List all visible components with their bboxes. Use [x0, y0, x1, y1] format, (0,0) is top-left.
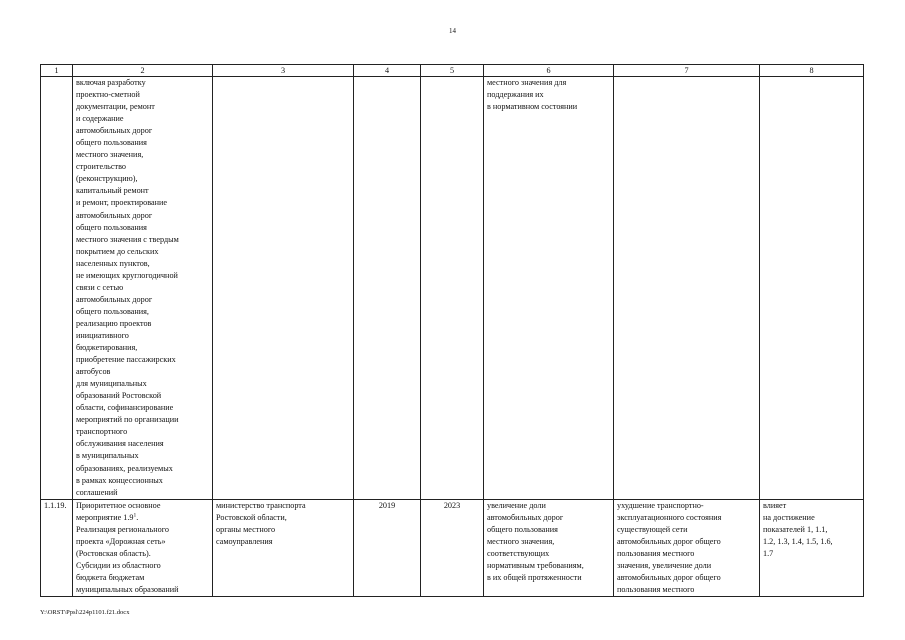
- continued-description-line: местного значения,: [76, 150, 144, 160]
- item-consequence-line: ухудшение транспортно-: [617, 500, 704, 510]
- column-number: 1: [41, 65, 73, 77]
- page-number: 14: [449, 27, 456, 35]
- item-consequence-line: эксплуатационного состояния: [617, 512, 722, 522]
- continued-description-line: образованиях, реализуемых: [76, 463, 173, 473]
- continued-description-line: проектно-сметной: [76, 90, 140, 100]
- item-result-line: нормативным требованиям,: [487, 560, 584, 570]
- footnote-mark: 1: [133, 511, 137, 518]
- item-consequence-line: автомобильных дорог общего: [617, 572, 721, 582]
- item-executor-line: самоуправления: [216, 536, 273, 546]
- continued-description-line: общего пользования,: [76, 306, 149, 316]
- item-consequence-line: автомобильных дорог общего: [617, 536, 721, 546]
- item-consequence-line: пользования местного: [617, 584, 695, 594]
- continued-result-cell: [484, 77, 614, 500]
- item-result-line: соответствующих: [487, 548, 550, 558]
- continued-description-line: строительство: [76, 162, 127, 172]
- item-consequence-line: пользования местного: [617, 548, 695, 558]
- continued-description-line: (реконструкцию),: [76, 174, 138, 184]
- continued-description-line: капитальный ремонт: [76, 186, 149, 196]
- item-description-cell: [73, 499, 213, 596]
- item-description-line: Субсидии из областного: [76, 560, 161, 570]
- item-executor-line: органы местного: [216, 524, 276, 534]
- continued-description-line: бюджетирования,: [76, 343, 138, 353]
- start-year: 2019: [378, 500, 396, 510]
- continued-description-line: соглашений: [76, 487, 118, 497]
- continued-description-line: общего пользования: [76, 138, 147, 148]
- continued-result-line: поддержания их: [487, 90, 544, 100]
- continued-description-line: включая разработку: [76, 78, 146, 87]
- item-number-cell: [41, 499, 73, 596]
- continued-description-line: в рамках концессионных: [76, 475, 163, 485]
- column-number: 5: [421, 65, 484, 77]
- continued-description-line: транспортного: [76, 427, 128, 437]
- item-measure-end: .: [136, 512, 139, 522]
- continued-description-line: автомобильных дорог: [76, 210, 153, 220]
- continued-executor-cell: [213, 77, 354, 500]
- item-description-line: Реализация регионального: [76, 524, 169, 534]
- item-start-year-cell: [354, 499, 421, 596]
- continued-start-cell: [354, 77, 421, 500]
- item-description-line: муниципальных образований: [76, 584, 179, 594]
- continued-description-line: автомобильных дорог: [76, 294, 153, 304]
- continued-description-line: документации, ремонт: [76, 102, 155, 112]
- item-indicator-cell: [760, 499, 864, 596]
- continued-indicator-cell: [760, 77, 864, 500]
- footer-file-path: Y:\ORST\Ppsl\224p1101.f21.docx: [40, 609, 130, 616]
- continued-description-line: приобретение пассажирских: [76, 355, 176, 365]
- item-indicator-line: на достижение: [763, 512, 815, 522]
- continued-description-line: для муниципальных: [76, 379, 147, 389]
- item-result-line: местного значения,: [487, 536, 555, 546]
- item-executor-line: Ростовской области,: [216, 512, 287, 522]
- continued-description-line: в муниципальных: [76, 451, 139, 461]
- continued-description-line: покрытием до сельских: [76, 246, 159, 256]
- item-indicator-line: влияет: [763, 500, 787, 510]
- column-number: 4: [354, 65, 421, 77]
- continued-description-line: автобусов: [76, 367, 111, 377]
- item-result-cell: [484, 499, 614, 596]
- continued-description-line: обслуживания населения: [76, 439, 164, 449]
- item-consequence-line: существующей сети: [617, 524, 688, 534]
- item-row: [41, 499, 864, 596]
- item-description-line: [76, 512, 212, 524]
- continued-description-line: мероприятий по организации: [76, 415, 179, 425]
- program-table: [40, 64, 864, 597]
- end-year: 2023: [443, 500, 461, 510]
- item-indicator-line: показателей 1, 1.1,: [763, 524, 828, 534]
- item-number: 1.1.19.: [44, 500, 67, 510]
- continued-description-line: инициативного: [76, 330, 129, 340]
- item-executor-line: министерство транспорта: [216, 500, 306, 510]
- continued-description-line: области, софинансирование: [76, 403, 174, 413]
- item-indicator-line: 1.7: [763, 548, 774, 558]
- item-description-line: проекта «Дорожная сеть»: [76, 536, 166, 546]
- continued-number-cell: [41, 77, 73, 500]
- item-measure-label: мероприятие 1.9: [76, 512, 134, 522]
- item-end-year-cell: [421, 499, 484, 596]
- continued-description-line: общего пользования: [76, 222, 147, 232]
- column-number: 6: [484, 65, 614, 77]
- continued-row: [41, 77, 864, 500]
- item-executor-cell: [213, 499, 354, 596]
- continued-description-line: связи с сетью: [76, 282, 124, 292]
- continued-description-line: местного значения с твердым: [76, 234, 179, 244]
- item-consequence-line: значения, увеличение доли: [617, 560, 712, 570]
- continued-end-cell: [421, 77, 484, 500]
- continued-description-line: населенных пунктов,: [76, 258, 150, 268]
- item-description-line: Приоритетное основное: [76, 500, 161, 510]
- item-result-line: общего пользования: [487, 524, 558, 534]
- continued-description-line: и ремонт, проектирование: [76, 198, 167, 208]
- continued-description-line: реализацию проектов: [76, 318, 152, 328]
- column-number: 8: [760, 65, 864, 77]
- item-result-line: автомобильных дорог: [487, 512, 564, 522]
- item-description-rest: [76, 524, 212, 596]
- item-result-line: увеличение доли: [487, 500, 546, 510]
- item-description-line: (Ростовская область).: [76, 548, 151, 558]
- continued-consequence-cell: [614, 77, 760, 500]
- item-consequence-cell: [614, 499, 760, 596]
- continued-result-line: в нормативном состоянии: [487, 102, 578, 112]
- column-number-row: [41, 65, 864, 77]
- continued-description-cell: [73, 77, 213, 500]
- item-indicator-line: 1.2, 1.3, 1.4, 1.5, 1.6,: [763, 536, 833, 546]
- item-description-line: бюджета бюджетам: [76, 572, 145, 582]
- continued-description-line: не имеющих круглогодичной: [76, 270, 178, 280]
- item-result-line: в их общей протяженности: [487, 572, 582, 582]
- continued-result-line: местного значения для: [487, 78, 567, 87]
- column-number: 2: [73, 65, 213, 77]
- column-number: 7: [614, 65, 760, 77]
- continued-description-line: образований Ростовской: [76, 391, 162, 401]
- column-number: 3: [213, 65, 354, 77]
- continued-description-line: автомобильных дорог: [76, 126, 153, 136]
- continued-description-line: и содержание: [76, 114, 124, 124]
